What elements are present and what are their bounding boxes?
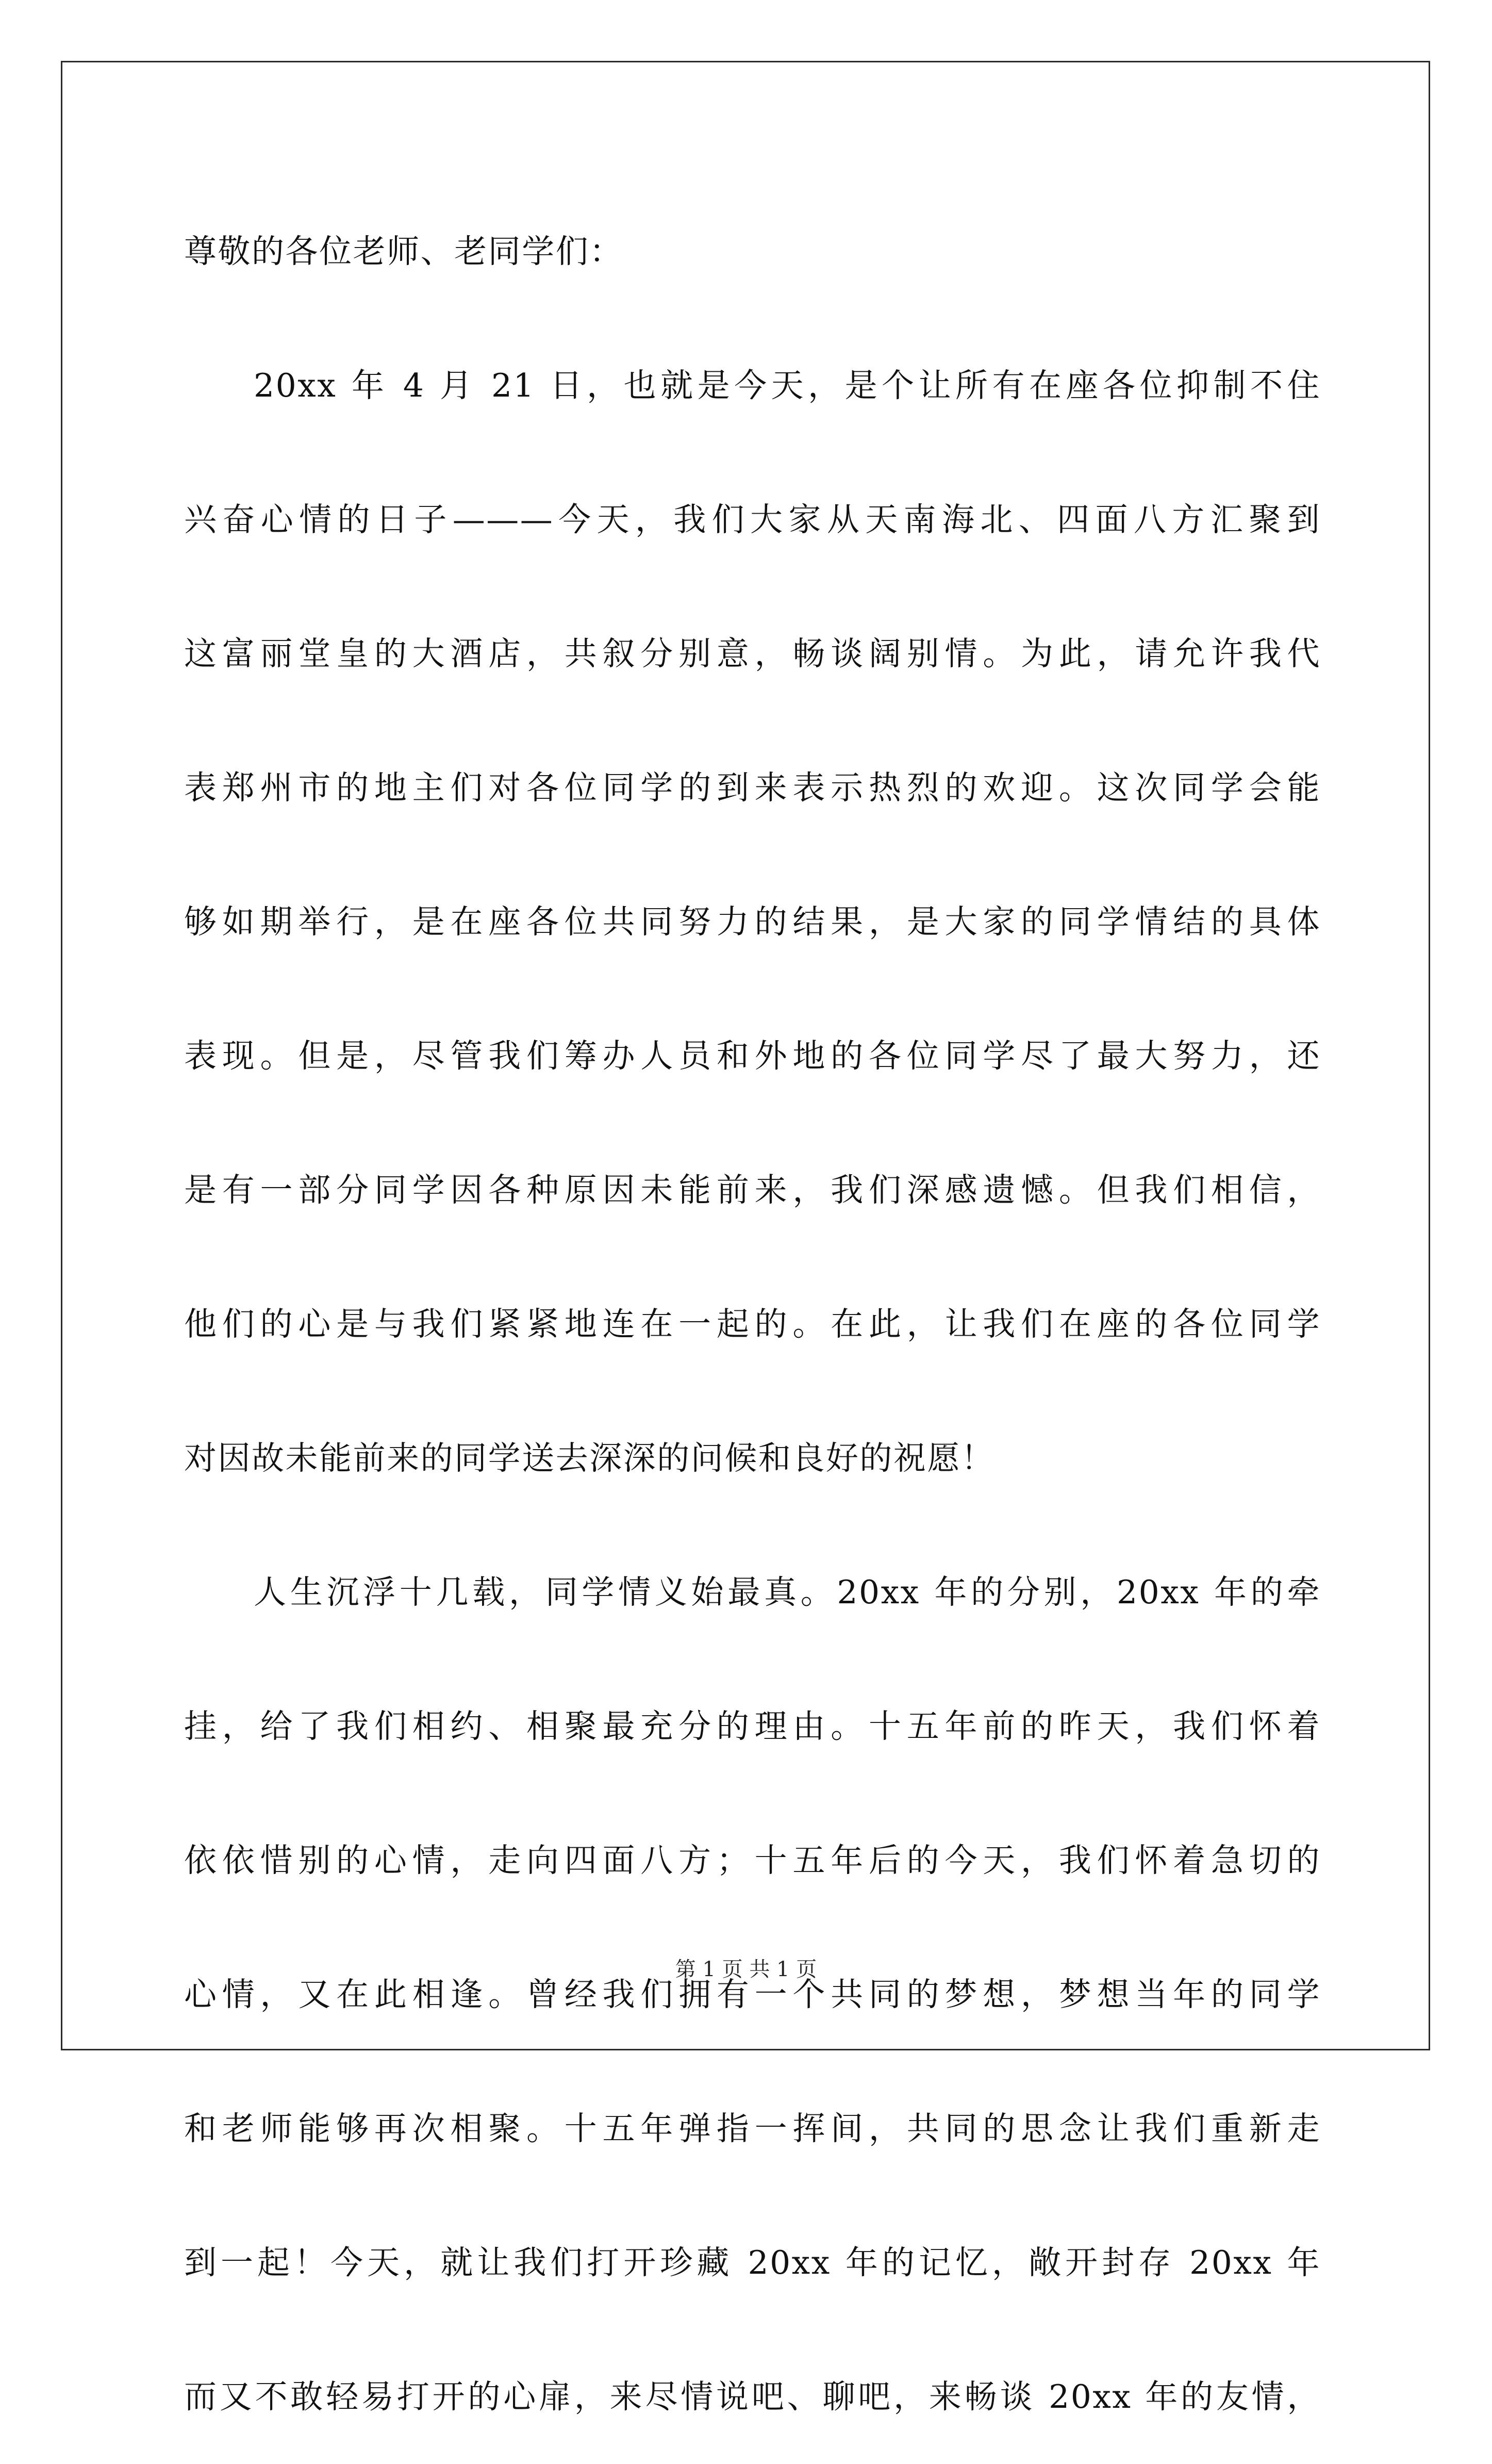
paragraph-line: 对因故未能前来的同学送去深深的问候和良好的祝愿！ (184, 1439, 995, 1477)
paragraph-line: 表现。但是，尽管我们筹办人员和外地的各位同学尽了最大努力，还 (184, 1037, 1321, 1075)
document-body (184, 185, 1321, 2464)
paragraph-line: 这富丽堂皇的大酒店，共叙分别意，畅谈阔别情。为此，请允许我代 (184, 635, 1321, 672)
paragraph-line: 心情，又在此相逢。曾经我们拥有一个共同的梦想，梦想当年的同学 (184, 1976, 1321, 2013)
paragraph-1 (184, 319, 1321, 1525)
paragraph-line: 依依惜别的心情，走向四面八方；十五年后的今天，我们怀着急切的 (184, 1842, 1321, 1879)
paragraph-line: 挂，给了我们相约、相聚最充分的理由。十五年前的昨天，我们怀着 (184, 1707, 1321, 1745)
paragraph-line: 到一起！今天，就让我们打开珍藏 20xx 年的记忆，敞开封存 20xx 年 (184, 2244, 1321, 2281)
paragraph-line: 他们的心是与我们紧紧地连在一起的。在此，让我们在座的各位同学 (184, 1305, 1321, 1343)
paragraph-line: 人生沉浮十几载，同学情义始最真。20xx 年的分别，20xx 年的牵 (254, 1573, 1321, 1611)
salutation: 尊敬的各位老师、老同学们： (184, 233, 623, 270)
paragraph-line: 是有一部分同学因各种原因未能前来，我们深感遗憾。但我们相信， (184, 1171, 1321, 1209)
paragraph-line: 20xx 年 4 月 21 日，也就是今天，是个让所有在座各位抑制不住 (254, 367, 1321, 404)
paragraph-2 (184, 1525, 1321, 2464)
paragraph-line: 兴奋心情的日子———今天，我们大家从天南海北、四面八方汇聚到 (184, 501, 1321, 538)
paragraph-line: 和老师能够再次相聚。十五年弹指一挥间，共同的思念让我们重新走 (184, 2110, 1321, 2147)
paragraph-line: 够如期举行，是在座各位共同努力的结果，是大家的同学情结的具体 (184, 903, 1321, 941)
page-footer: 第 1 页 共 1 页 (675, 1958, 817, 1981)
paragraph-line: 而又不敢轻易打开的心扉，来尽情说吧、聊吧，来畅谈 20xx 年的友情， (184, 2378, 1321, 2416)
paragraph-line: 表郑州市的地主们对各位同学的到来表示热烈的欢迎。这次同学会能 (184, 769, 1321, 807)
